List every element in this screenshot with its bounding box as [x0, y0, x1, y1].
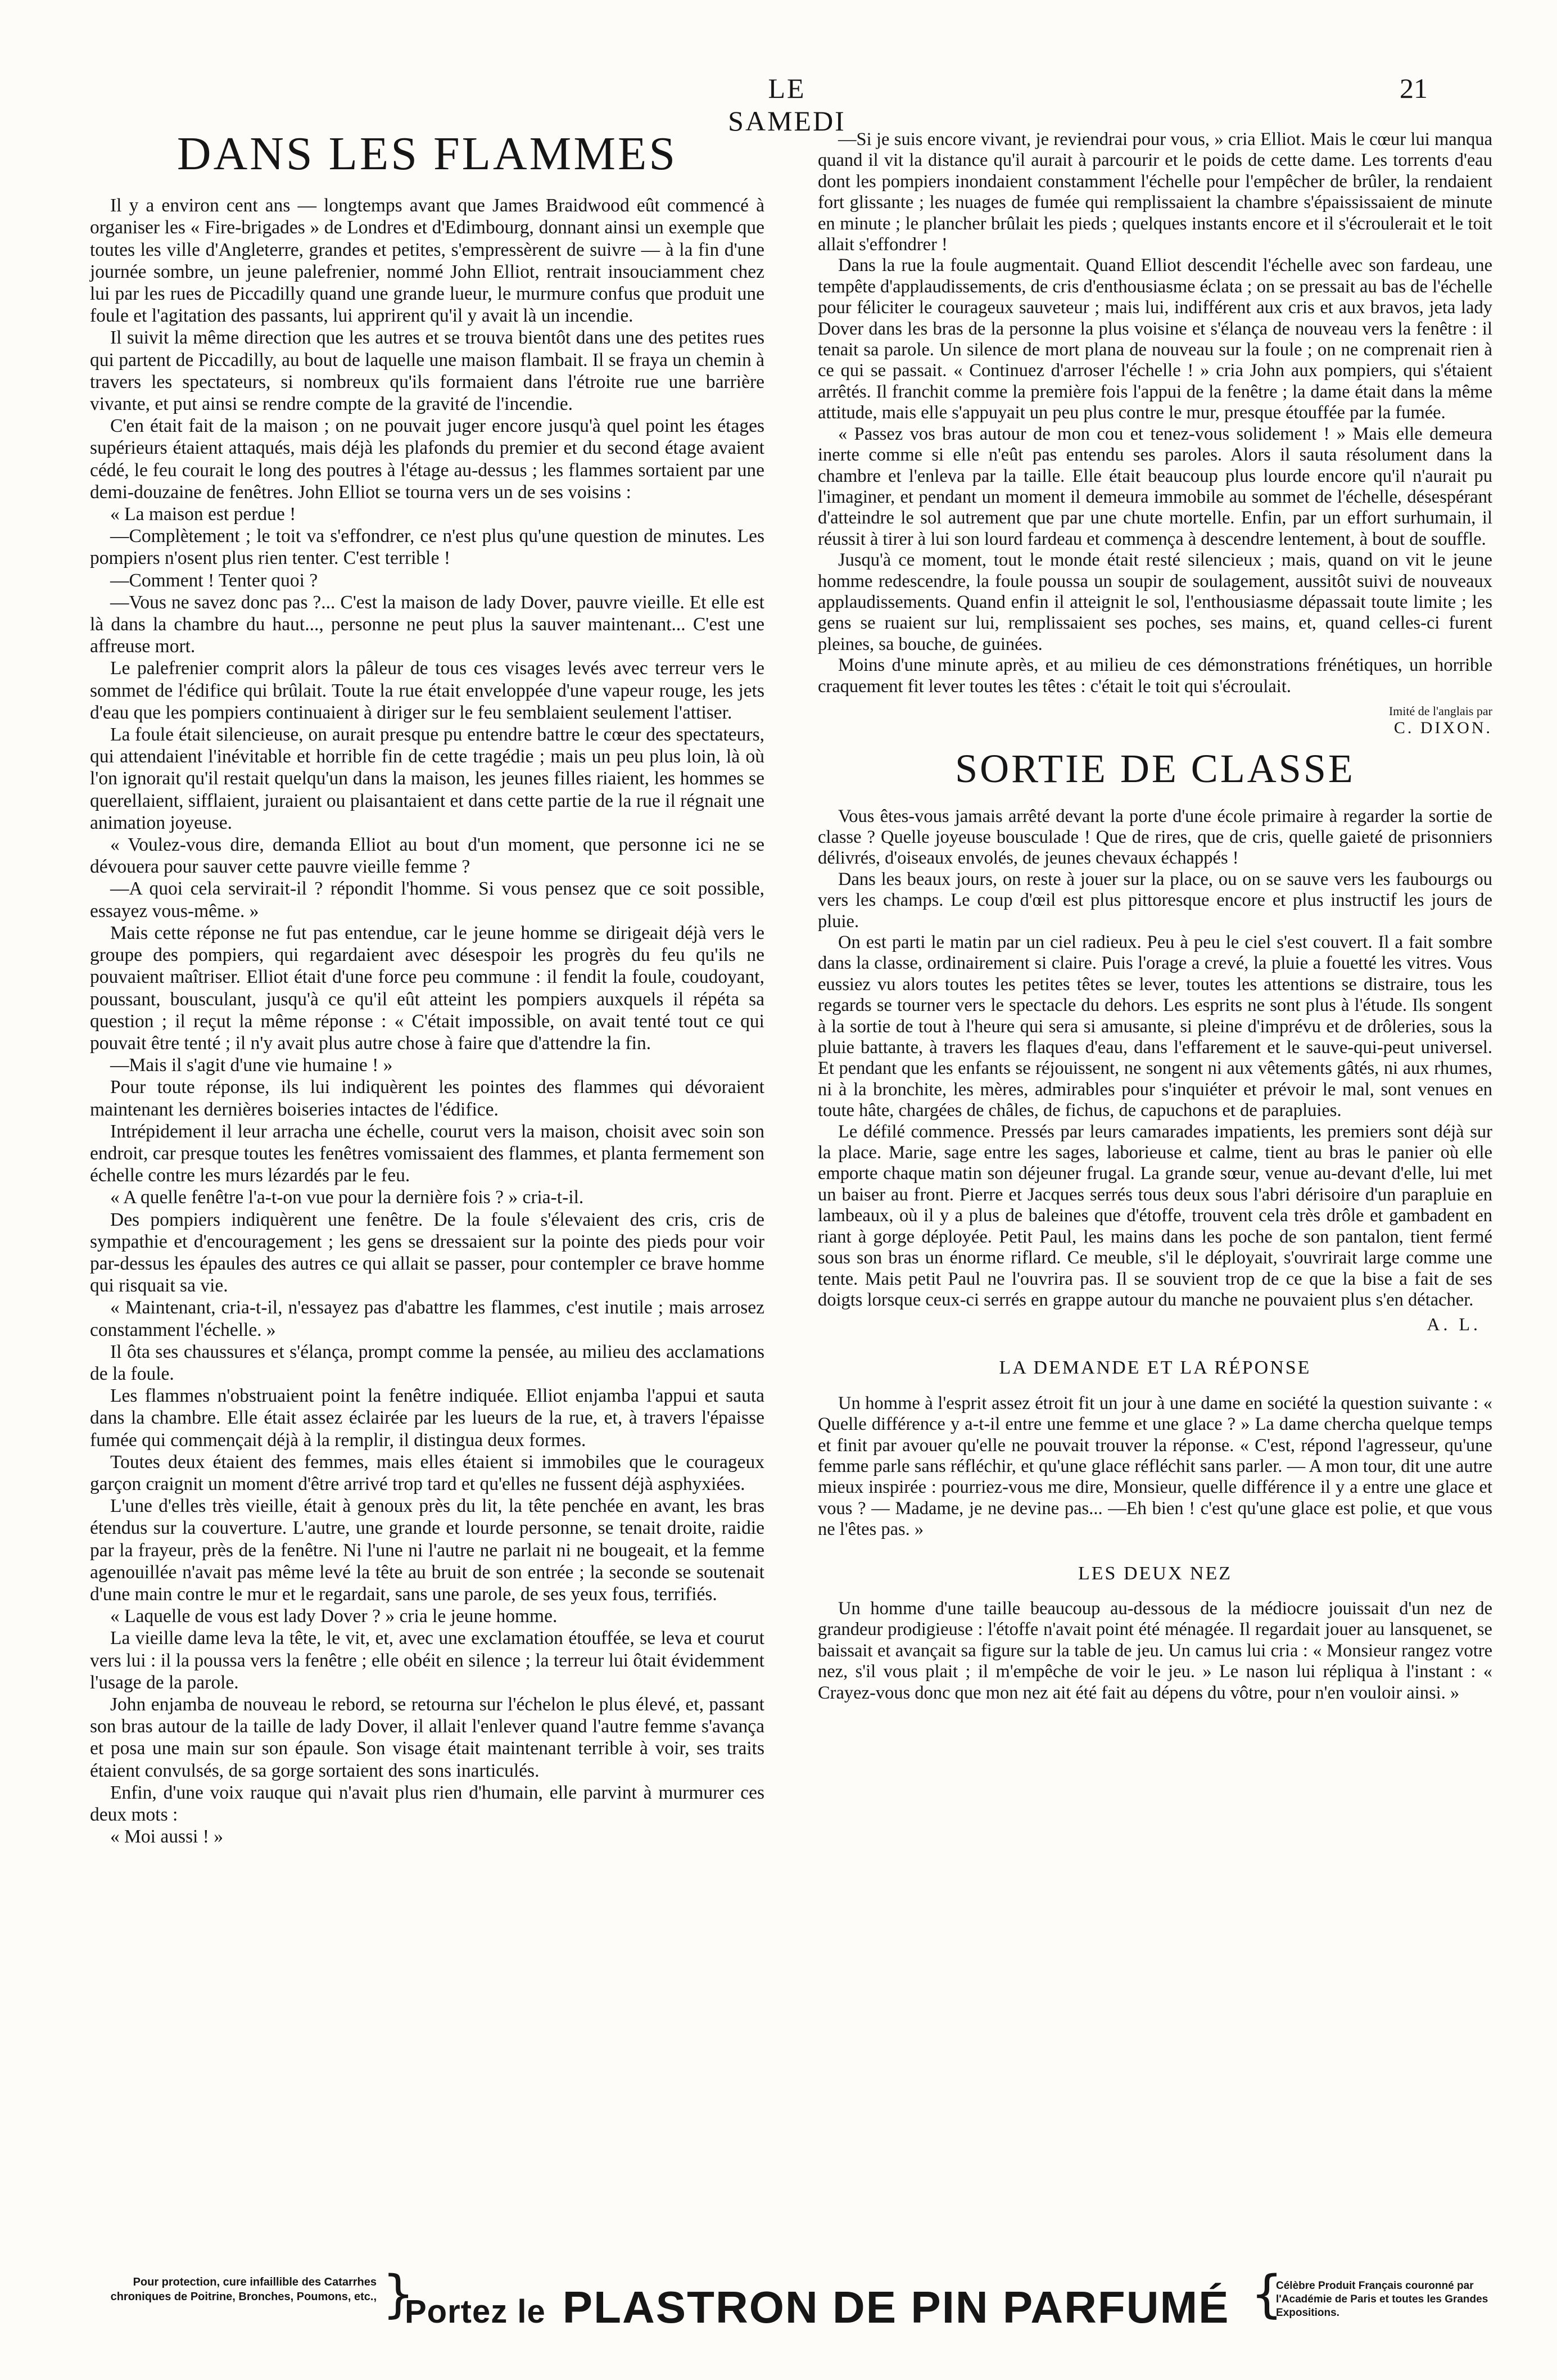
paragraph: Il y a environ cent ans — longtemps avant que James Braidwood eût commencé à organiser les « Fire-brigades » de Londres et d'Edimbourg, donnant ainsi un exemple que toutes les ville d'Angleterre, grandes et petites, s'empressèrent de suivre — à la fin d'une journée sombre, un jeune palefrenier, nommé John Elliot, rentrait insouciamment chez lui par les rues de Piccadilly quand une grande lueur, le murmure confus que produit une foule et l'agitation des passants, lui apprirent qu'il y avait là un incendie.	[90, 195, 764, 327]
article-title-nez: LES DEUX NEZ	[1078, 1562, 1232, 1584]
flammes-body-right	[818, 129, 1492, 697]
article-title-demande: LA DEMANDE ET LA RÉPONSE	[999, 1357, 1311, 1379]
nez-body	[818, 1598, 1492, 1704]
sortie-body	[818, 806, 1492, 1311]
paragraph: « La maison est perdue !	[110, 504, 296, 525]
translation-credit	[818, 703, 1492, 737]
credit-line: Imité de l'anglais par	[1388, 703, 1492, 718]
advertisement	[90, 2266, 1495, 2339]
left-brace-icon: {	[1251, 2265, 1283, 2324]
paragraph: John enjamba de nouveau le rebord, se retourna sur l'échelon le plus élevé, et, passant son bras autour de la taille de lady Dover, il allait l'enlever quand l'autre femme s'avança et posa une main sur son épaule. Son visage était maintenant terrible à voir, ses traits étaient convulsés, de sa gorge sortaient des sons inarticulés.	[90, 1694, 764, 1781]
signature: A. L.	[1427, 1314, 1481, 1335]
paragraph: « A quelle fenêtre l'a-t-on vue pour la dernière fois ? » cria-t-il.	[110, 1187, 584, 1208]
paragraph: Les flammes n'obstruaient point la fenêtre indiquée. Elliot enjamba l'appui et sauta dans la chambre. Elle était assez éclairée par les lueurs de la rue, et, à travers l'épaisse fumée qui commençait déjà à la remplir, il distingua deux formes.	[90, 1385, 764, 1451]
paragraph: —Comment ! Tenter quoi ?	[110, 570, 318, 591]
author-name: C. DIXON.	[1393, 718, 1492, 737]
paragraph: La vieille dame leva la tête, le vit, et, avec une exclamation étouffée, se leva et courut vers lui : il la poussa vers la fenêtre ; elle obéit en silence ; la terreur lui ôtait évidemment l'usage de la parole.	[90, 1628, 764, 1693]
paragraph: Enfin, d'une voix rauque qui n'avait plus rien d'humain, elle parvint à murmurer ces deux mots :	[90, 1782, 764, 1826]
paragraph: On est parti le matin par un ciel radieux. Peu à peu le ciel s'est couvert. Il a fait sombre dans la classe, ordinairement si claire. Puis l'orage a crevé, la pluie a fouetté les vitres. Vous eussiez vu alors toutes les petites têtes se lever, toutes les attentions se distraire, tous les regards se tourner vers le spectacle du dehors. Les esprits ne sont plus à l'étude. Ils songent à la sortie de tout à l'heure qui sera si amusante, si pleine d'imprévu et de drôleries, sous la pluie battante, à travers les flaques d'eau, dans l'effarement et le sauve-qui-peut universel. Et pendant que les enfants se réjouissent, ne songent ni aux vêtements gâtés, ni aux rhumes, ni à la bronchite, les mères, admirables pour s'inquiéter et prévoir le mal, sont venues en toute hâte, chargées de châles, de fichus, de capuchons et de parapluies.	[818, 932, 1492, 1121]
paragraph: C'en était fait de la maison ; on ne pouvait juger encore jusqu'à quel point les étages supérieurs étaient attaqués, mais déjà les plafonds du premier et du second étage avaient cédé, le feu courait le long des poutres à l'étage au-dessus ; les flammes sortaient par une demi-douzaine de fenêtres. John Elliot se tourna vers un de ses voisins :	[90, 416, 764, 503]
flammes-body-left	[90, 195, 764, 1848]
ad-right-text: Célèbre Produit Français couronné par l'Académie de Paris et toutes les Grandes Expositions.	[1276, 2280, 1488, 2319]
ad-prefix: Portez le	[405, 2293, 546, 2330]
paragraph: « Moi aussi ! »	[110, 1826, 223, 1848]
paragraph: « Voulez-vous dire, demanda Elliot au bout d'un moment, que personne ici ne se dévouera pour sauver cette pauvre vieille femme ?	[90, 834, 764, 878]
page-number: 21	[1400, 73, 1428, 104]
paragraph: Il ôta ses chaussures et s'élança, prompt comme la pensée, au milieu des acclamations de la foule.	[90, 1341, 764, 1384]
paragraph: —A quoi cela servirait-il ? répondit l'homme. Si vous pensez que ce soit possible, essayez vous-même. »	[90, 878, 764, 922]
paragraph: —Complètement ; le toit va s'effondrer, ce n'est plus qu'une question de minutes. Les pompiers n'osent plus rien tenter. C'est terrible !	[90, 526, 764, 569]
paragraph: Un homme à l'esprit assez étroit fit un jour à une dame en société la question suivante : « Quelle différence y a-t-il entre une femme et une glace ? » La dame chercha quelque temps et finit par avouer qu'elle ne pouvait trouver la réponse. « C'est, répond l'agresseur, qu'une femme parle sans réfléchir, et qu'une glace réfléchit sans parler. — A mon tour, dit une autre mieux inspirée : pourriez-vous me dire, Monsieur, quelle différence il y a entre une glace et vous ? — Madame, je ne devine pas... —Eh bien ! c'est qu'une glace est polie, et que vous ne l'êtes pas. »	[818, 1393, 1492, 1540]
paragraph: Dans les beaux jours, on reste à jouer sur la place, ou on se sauve vers les faubourgs ou vers les champs. Le coup d'œil est plus pittoresque encore et plus instructif les jours de pluie.	[818, 869, 1492, 932]
paragraph: —Mais il s'agit d'une vie humaine ! »	[110, 1055, 393, 1076]
ad-main-line	[405, 2282, 1248, 2333]
paragraph: La foule était silencieuse, on aurait presque pu entendre battre le cœur des spectateurs, qui attendaient l'inévitable et horrible fin de cette tragédie ; mais un peu plus loin, là où l'on ignorait qu'il restait quelqu'un dans la maison, les jeunes filles riaient, les hommes se querellaient, sifflaient, juraient ou plaisantaient et dans cette partie de la rue il régnait une animation joyeuse.	[90, 724, 764, 833]
paragraph: Dans la rue la foule augmentait. Quand Elliot descendit l'échelle avec son fardeau, une tempête d'applaudissements, de cris d'enthousiasme éclata ; on se pressait au bas de l'échelle pour féliciter le courageux sauveteur ; mais lui, indifférent aux cris et aux bravos, jeta lady Dover dans les bras de la personne la plus voisine et s'élança de nouveau vers la fenêtre : il tenait sa parole. Un silence de mort plana de nouveau sur la foule ; on ne comprenait rien à ce qui se passait. « Continuez d'arroser l'échelle ! » cria John aux pompiers, qui s'étaient arrêtés. Il franchit comme la première fois l'appui de la fenêtre ; la dame était dans la même attitude, mais elle s'appuyait un peu plus contre le mur, presque étouffée par la fumée.	[818, 255, 1492, 423]
paragraph: Un homme d'une taille beaucoup au-dessous de la médiocre jouissait d'un nez de grandeur prodigieuse : l'étoffe n'avait point été ménagée. Il regardait jouer au lansquenet, se baissait et avançait sa figure sur la table de jeu. Un camus lui cria : « Monsieur rangez votre nez, s'il vous plait ; il m'empêche de voir le jeu. » Le nason lui répliqua à l'instant : « Crayez-vous donc que mon nez ait été fait au dépens du vôtre, pour n'en vouloir ainsi. »	[818, 1598, 1492, 1703]
demande-body	[818, 1393, 1492, 1541]
paragraph: Des pompiers indiquèrent une fenêtre. De la foule s'élevaient des cris, cris de sympathie et d'encouragement ; les gens se dressaient sur la pointe des pieds pour voir par-dessus les épaules des autres ce qui allait se passer, pour contempler ce brave homme qui risquait sa vie.	[90, 1209, 764, 1297]
paragraph: L'une d'elles très vieille, était à genoux près du lit, la tête penchée en avant, les bras étendus sur la couverture. L'autre, une grande et lourde personne, se tenait droite, raidie par la frayeur, près de la fenêtre. Ni l'une ni l'autre ne parlait ni ne bougeait, et la femme agenouillée n'avait pas même levé la tête au bruit de son entrée ; la seconde se soutenait d'une main contre le mur et le regardait, sans une parole, de ses yeux fous, terrifiés.	[90, 1496, 764, 1605]
masthead	[0, 72, 1557, 137]
left-column	[90, 129, 764, 1848]
paragraph: Toutes deux étaient des femmes, mais elles étaient si immobiles que le courageux garçon craignit un moment d'être arrivé trop tard et qu'elles ne fussent déjà asphyxiées.	[90, 1451, 764, 1494]
right-brace-icon: }	[382, 2265, 415, 2324]
article-title-flammes: DANS LES FLAMMES	[176, 128, 678, 180]
paragraph: Moins d'une minute après, et au milieu de ces démonstrations frénétiques, un horrible craquement fit lever toutes les têtes : c'était le toit qui s'écroulait.	[818, 655, 1492, 697]
paragraph: Jusqu'à ce moment, tout le monde était resté silencieux ; mais, quand on vit le jeune homme redescendre, la foule poussa un soupir de soulagement, aussitôt suivi de nouveaux applaudissements. Quand enfin il atteignit le sol, l'enthousiasme dépassait toute limite ; les gens se ruaient sur lui, remplissaient ses poches, ses mains, et, quand celles-ci furent pleines, sa bouche, de guinées.	[818, 550, 1492, 654]
paragraph: Le défilé commence. Pressés par leurs camarades impatients, les premiers sont déjà sur la place. Marie, sage entre les sages, laborieuse et calme, tient au bras le panier où elle emporte chaque matin son déjeuner frugal. La grande sœur, venue au-devant d'elle, lui met un baiser au front. Pierre et Jacques serrés tous deux sous l'abri dérisoire d'un parapluie en lambeaux, où il y a plus de baleines que d'étoffe, trouvent cela très drôle et gambadent en riant à gorge déployée. Petit Paul, les mains dans les poche de son pantalon, tient fermé sous son bras un énorme riflard. Ce meuble, s'il le déployait, s'ouvrirait large comme une tente. Mais petit Paul ne l'ouvrira pas. Il se souvient trop de ce que la bise a fait de ses doigts lorsque ceux-ci serrés en grappe autour du manche ne pouvaient plus s'en détacher.	[818, 1121, 1492, 1310]
paragraph: Intrépidement il leur arracha une échelle, courut vers la maison, choisit avec soin son endroit, car presque toutes les fenêtres vomissaient des flammes, et planta fermement son échelle contre les murs lézardés par le feu.	[90, 1121, 764, 1186]
paragraph: Il suivit la même direction que les autres et se trouva bientôt dans une des petites rues qui partent de Piccadilly, au bout de laquelle une maison flambait. Il se fraya un chemin à travers les spectateurs, si nombreux qu'ils formaient dans l'étroite rue une barrière vivante, et put ainsi se rendre compte de la gravité de l'incendie.	[90, 327, 764, 415]
newspaper-title: LE SAMEDI	[728, 73, 846, 137]
paragraph: Pour toute réponse, ils lui indiquèrent les pointes des flammes qui dévoraient maintenant les dernières boiseries intactes de l'édifice.	[90, 1077, 764, 1120]
paragraph: « Laquelle de vous est lady Dover ? » cria le jeune homme.	[110, 1606, 558, 1627]
paragraph: « Passez vos bras autour de mon cou et tenez-vous solidement ! » Mais elle demeura inerte comme si elle n'eût pas entendu ses paroles. Alors il sauta résolument dans la chambre et l'enleva par la taille. Elle était beaucoup plus lourde encore qu'il n'aurait pu l'imaginer, et pendant un moment il demeura immobile au sommet de l'échelle, désespérant d'atteindre le sol autrement que par une chute mortelle. Enfin, par un effort surhumain, il réussit à tirer à lui son lourd fardeau et commença à descendre lentement, à bout de souffle.	[818, 423, 1492, 549]
article-title-sortie: SORTIE DE CLASSE	[955, 746, 1355, 791]
ad-brand: PLASTRON DE PIN PARFUMÉ	[562, 2282, 1230, 2332]
paragraph: —Vous ne savez donc pas ?... C'est la maison de lady Dover, pauvre vieille. Et elle est là dans la chambre du haut..., personne ne peut plus la sauver maintenant... C'est une affreuse mort.	[90, 591, 764, 657]
paragraph: Le palefrenier comprit alors la pâleur de tous ces visages levés avec terreur vers le sommet de l'édifice qui brûlait. Toute la rue était enveloppée d'une vapeur rouge, les jets d'eau que les pompiers continuaient à diriger sur le feu semblaient seulement l'attiser.	[90, 658, 764, 723]
paragraph: —Si je suis encore vivant, je reviendrai pour vous, » cria Elliot. Mais le cœur lui manqua quand il vit la distance qu'il aurait à parcourir et le poids de cette dame. Les torrents d'eau dont les pompiers inondaient constamment l'échelle pour l'empêcher de brûler, la rendaient fort glissante ; les nuages de fumée qui remplissaient la chambre s'épaississaient de minute en minute ; le plancher brûlait les pieds ; quelques instants encore et il s'écroulerait et le toit allait s'effondrer !	[818, 129, 1492, 255]
paragraph: « Maintenant, cria-t-il, n'essayez pas d'abattre les flammes, c'est inutile ; mais arrosez constamment l'échelle. »	[90, 1297, 764, 1340]
ad-left-text: Pour protection, cure infaillible des Catarrhes chroniques de Poitrine, Bronches, Poumons, etc.,	[110, 2276, 377, 2303]
paragraph: Vous êtes-vous jamais arrêté devant la porte d'une école primaire à regarder la sortie de classe ? Quelle joyeuse bousculade ! Que de rires, que de cris, quelle gaieté de prisonniers délivrés, d'oiseaux envolés, de jeunes chevaux échappés !	[818, 806, 1492, 869]
paragraph: Mais cette réponse ne fut pas entendue, car le jeune homme se dirigeait déjà vers le groupe des pompiers, qui regardaient avec désespoir les progrès du feu qu'ils ne pouvaient maîtriser. Elliot était d'une force peu commune : il fendit la foule, coudoyant, poussant, bousculant, jusqu'à ce qu'il eût atteint les pompiers auxquels il répéta sa question ; il reçut la même réponse : « C'était impossible, on avait tenté tout ce qui pouvait être tenté ; il n'y avait plus autre chose à faire que d'attendre la fin.	[90, 922, 764, 1054]
right-column	[818, 129, 1492, 1704]
